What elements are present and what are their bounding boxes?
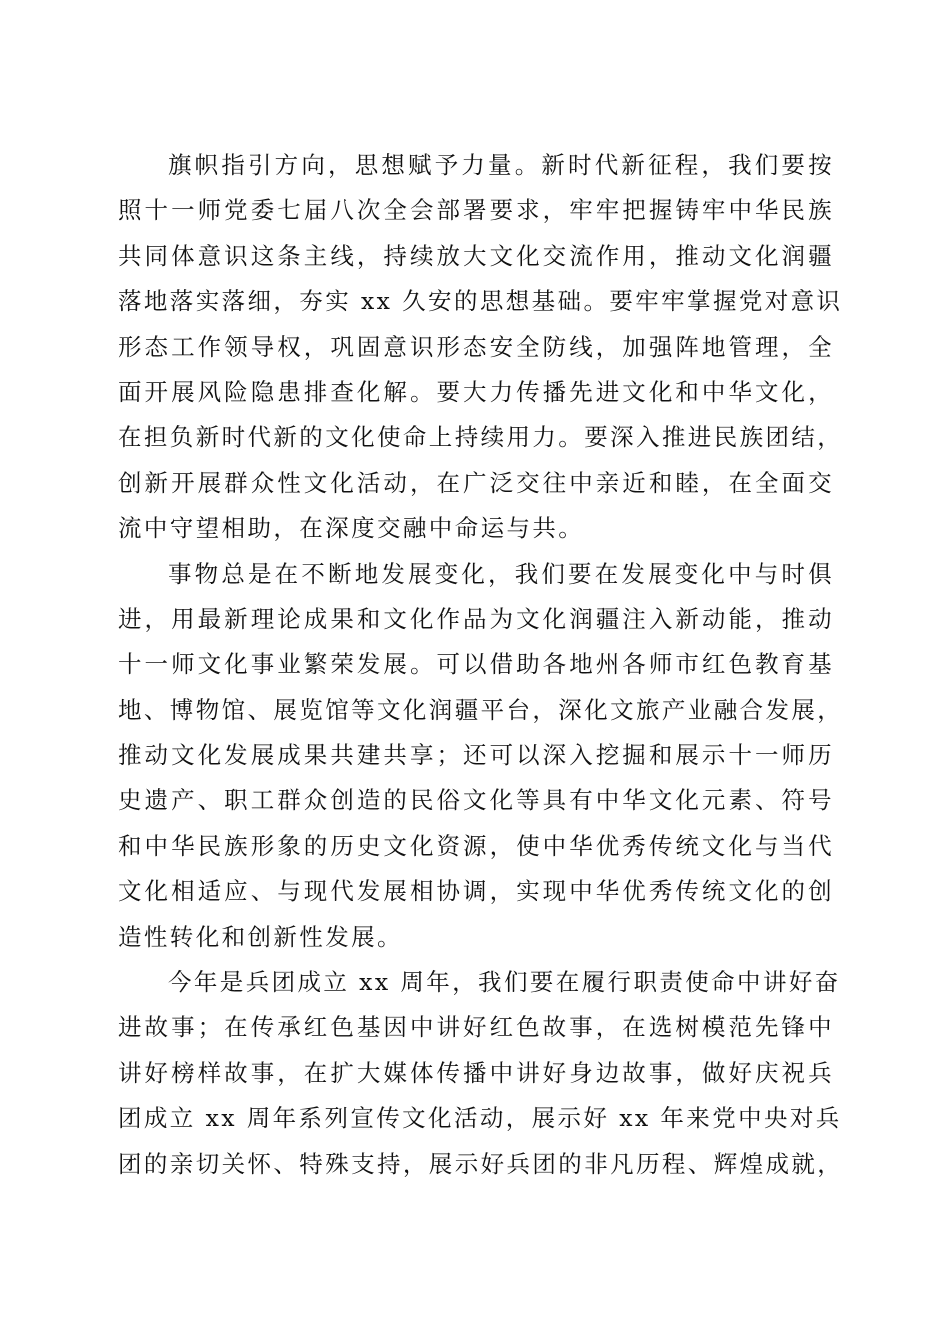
paragraph-2-line-5: 推动文化发展成果共建共享；还可以深入挖掘和展示十一师历 [118, 741, 834, 770]
paragraph-2-line-6: 史遗产、职工群众创造的民俗文化等具有中华文化元素、符号 [118, 786, 834, 815]
paragraph-3-line-4: 团成立 xx 周年系列宣传文化活动，展示好 xx 年来党中央对兵 [118, 1104, 842, 1133]
paragraph-3-line-1: 今年是兵团成立 xx 周年，我们要在履行职责使命中讲好奋 [168, 968, 841, 997]
paragraph-1-line-9: 流中守望相助，在深度交融中命运与共。 [118, 514, 585, 543]
document-body [118, 143, 844, 1187]
paragraph-2-line-3: 十一师文化事业繁荣发展。可以借助各地州各师市红色教育基 [118, 650, 834, 679]
paragraph-1-line-4: 落地落实落细，夯实 xx 久安的思想基础。要牢牢掌握党对意识 [118, 287, 843, 316]
paragraph-1-line-8: 创新开展群众性文化活动，在广泛交往中亲近和睦，在全面交 [118, 468, 834, 497]
paragraph-2-line-8: 文化相适应、与现代发展相协调，实现中华优秀传统文化的创 [118, 877, 834, 906]
paragraph-1-line-1: 旗帜指引方向，思想赋予力量。新时代新征程，我们要按 [168, 151, 834, 179]
paragraph-1-line-5: 形态工作领导权，巩固意识形态安全防线，加强阵地管理，全 [118, 332, 834, 361]
paragraph-3-line-2: 进故事；在传承红色基因中讲好红色故事，在选树模范先锋中 [118, 1013, 834, 1042]
paragraph-1-line-2: 照十一师党委七届八次全会部署要求，牢牢把握铸牢中华民族 [118, 196, 834, 225]
paragraph-3-line-3: 讲好榜样故事，在扩大媒体传播中讲好身边故事，做好庆祝兵 [118, 1058, 834, 1087]
paragraph-1-line-7: 在担负新时代新的文化使命上持续用力。要深入推进民族团结， [118, 423, 844, 452]
paragraph-2-line-4: 地、博物馆、展览馆等文化润疆平台，深化文旅产业融合发展， [118, 695, 844, 724]
paragraph-2-line-7: 和中华民族形象的历史文化资源，使中华优秀传统文化与当代 [118, 831, 834, 860]
paragraph-2-line-9: 造性转化和创新性发展。 [118, 922, 403, 951]
paragraph-1-line-3: 共同体意识这条主线，持续放大文化交流作用，推动文化润疆 [118, 241, 834, 270]
paragraph-3-line-5: 团的亲切关怀、特殊支持，展示好兵团的非凡历程、辉煌成就， [118, 1149, 844, 1178]
paragraph-2-line-1: 事物总是在不断地发展变化，我们要在发展变化中与时俱 [168, 559, 834, 588]
paragraph-2-line-2: 进，用最新理论成果和文化作品为文化润疆注入新动能，推动 [118, 604, 834, 633]
paragraph-1-line-6: 面开展风险隐患排查化解。要大力传播先进文化和中华文化， [118, 377, 834, 406]
